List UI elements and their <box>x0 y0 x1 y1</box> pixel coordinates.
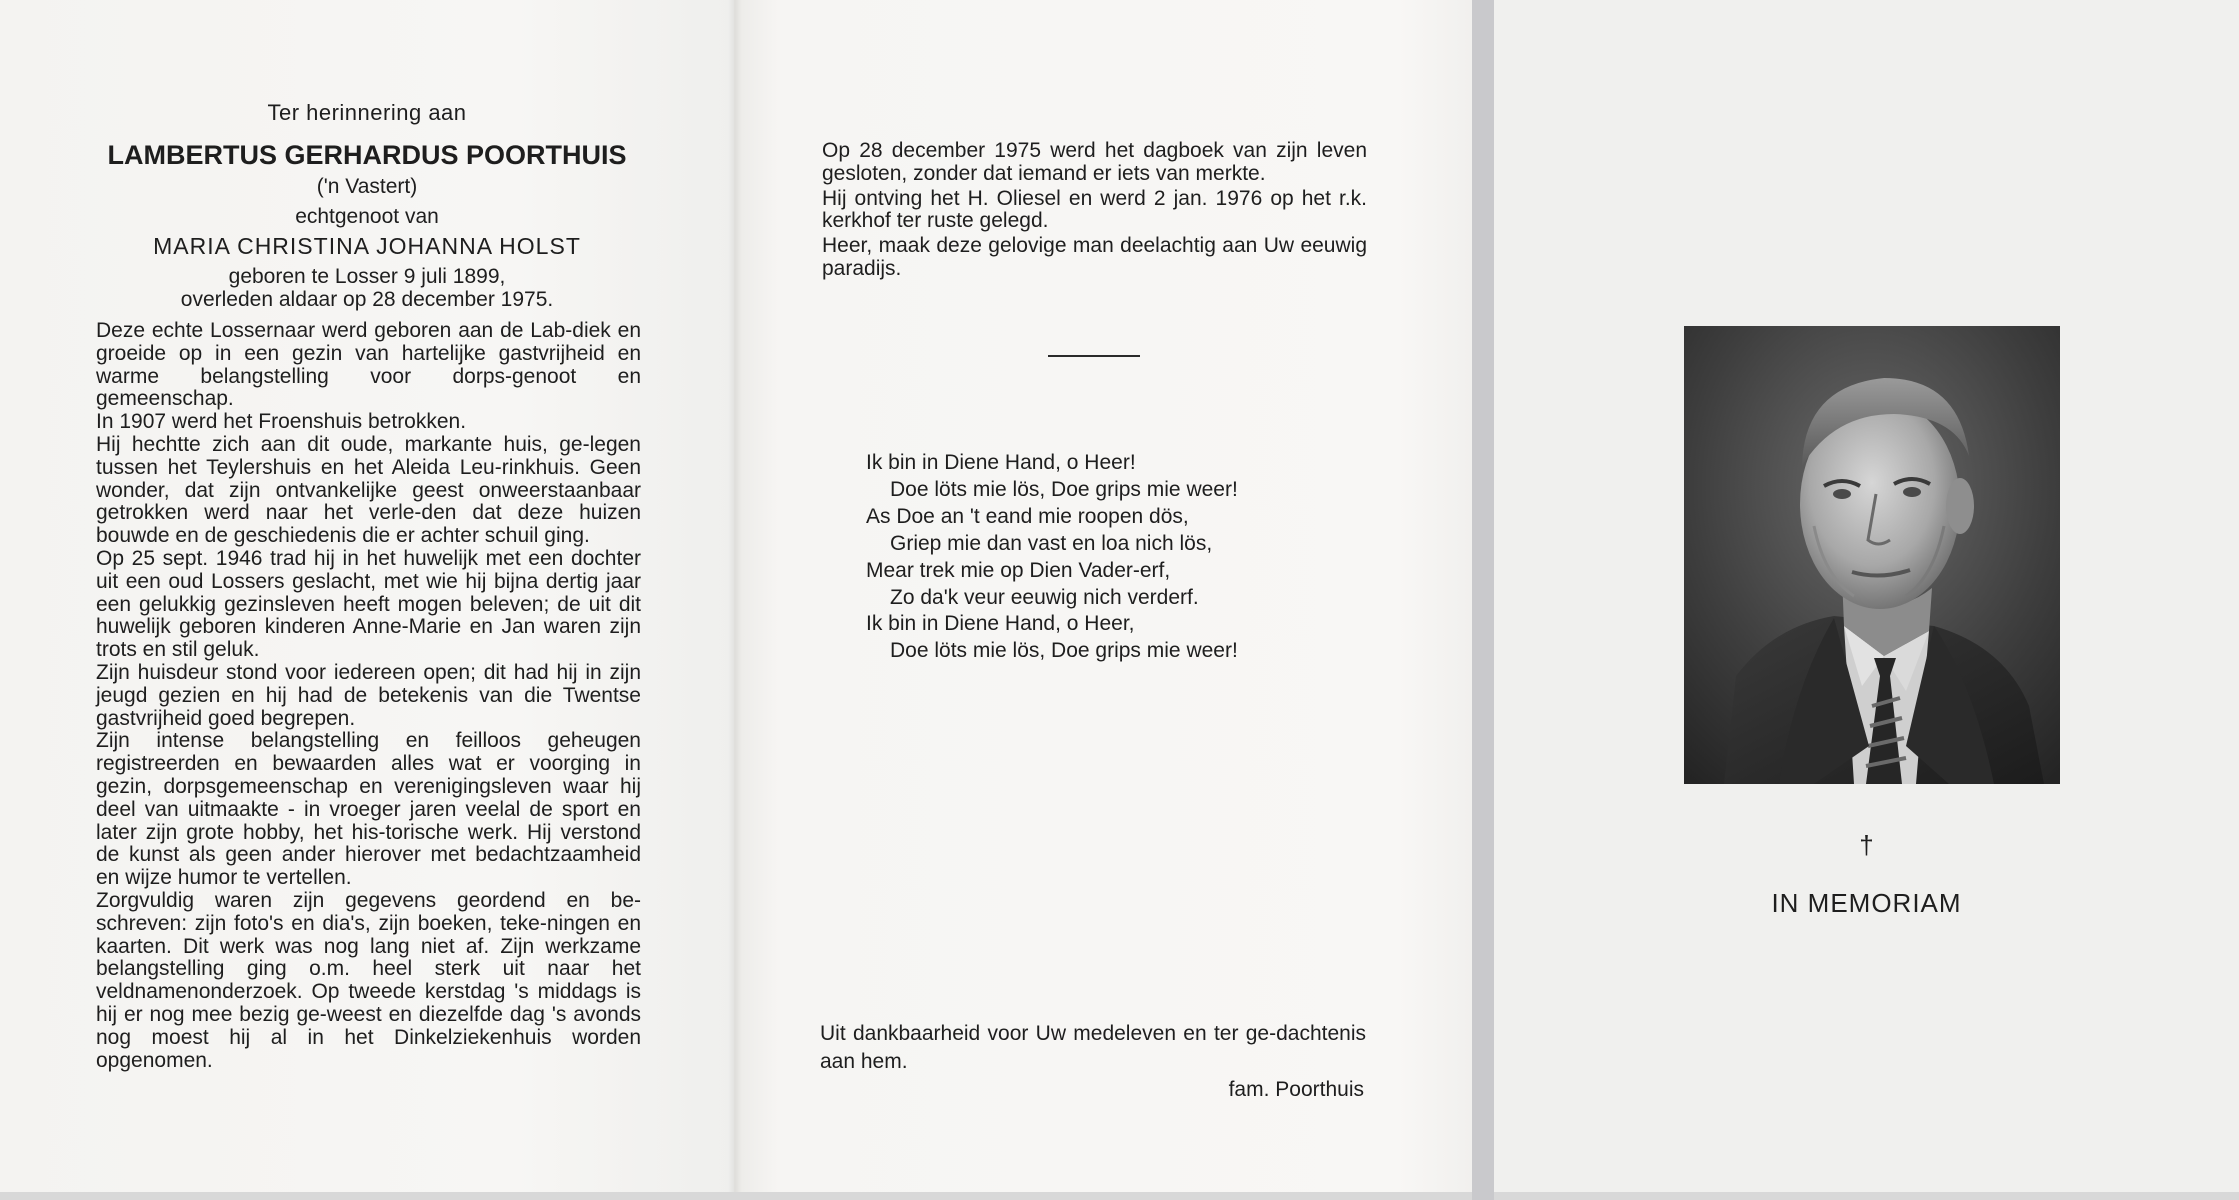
poem-line: Ik bin in Diene Hand, o Heer, <box>866 612 1135 636</box>
nickname: ('n Vastert) <box>316 175 418 198</box>
poem <box>866 450 1238 665</box>
closing-paragraph: Heer, maak deze gelovige man deelachtig aan Uw eeuwig paradijs. <box>822 234 1367 280</box>
biography-paragraph: Zijn intense belangstelling en feilloos geheugen registreerden en bewaarden alles wat er voorging in gezin, dorpsgemeenschap en verenigingsleven waar hij deel van uitmaakte - in vroeger jaren veelal de sport en later zijn grote hobby, het his-torische werk. Hij verstond de kunst als geen ander hierover met bedachtzaamheid en wijze humor te vertellen. <box>96 729 641 890</box>
poem-line: Doe löts mie lös, Doe grips mie weer! <box>890 477 1238 501</box>
biography <box>96 320 641 1072</box>
poem-line: Mear trek mie op Dien Vader-erf, <box>866 558 1171 582</box>
poem-line: Doe löts mie lös, Doe grips mie weer! <box>890 639 1238 663</box>
birth-text: geboren te Losser 9 juli 1899, <box>228 265 506 288</box>
biography-paragraph: Zorgvuldig waren zijn gegevens geordend en be-schreven: zijn foto's en dia's, zijn boeken, teke-ningen en kaarten. Dit werk was nog lang niet af. Zijn werkzame belangstelling ging o.m. heel sterk uit naar het veldnamenonderzoek. Op tweede kerstdag 's middags is hij er nog mee bezig ge-weest en diezelfde dag 's avonds nog moest hij al in het Dinkelziekenhuis worden opgenomen. <box>96 888 641 1072</box>
spouse-name: MARIA CHRISTINA JOHANNA HOLST <box>153 233 581 259</box>
family-signature: fam. Poorthuis <box>1228 1078 1364 1101</box>
portrait-photo <box>1684 326 2060 784</box>
poem-line: Zo da'k veur eeuwig nich verderf. <box>890 585 1199 609</box>
poem-line: As Doe an 't eand mie roopen dös, <box>866 504 1189 528</box>
biography-paragraph: Op 25 sept. 1946 trad hij in het huwelijk met een dochter uit een oud Lossers geslacht, met wie hij bijna dertig jaar een gelukkig gezinsleven heeft mogen beleven; de uit dit huwelijk geboren kinderen Anne-Marie en Jan waren zijn trots en stil geluk. <box>96 546 641 662</box>
death-text: overleden aldaar op 28 december 1975. <box>180 288 554 311</box>
scan-gap <box>1472 0 1494 1200</box>
closing-paragraph: Hij ontving het H. Oliesel en werd 2 jan. 1976 op het r.k. kerkhof ter ruste gelegd. <box>822 186 1367 233</box>
fold-shadow <box>728 0 742 1192</box>
relation-text: echtgenoot van <box>295 205 439 228</box>
biography-paragraph: In 1907 werd het Froenshuis betrokken. <box>96 410 467 434</box>
in-memoriam-title: IN MEMORIAM <box>1771 888 1962 918</box>
biography-paragraph: Hij hechtte zich aan dit oude, markante huis, ge-legen tussen het Teylershuis en het Aleida Leu-rinkhuis. Geen wonder, dat zijn ontvankelijke geest onweerstaanbaar getrokken werd naar het verle-den dat deze huizen bouwde en de geschiedenis die er achter schuil ging. <box>96 432 641 548</box>
divider-rule <box>1048 355 1140 357</box>
deceased-name: LAMBERTUS GERHARDUS POORTHUIS <box>107 140 627 170</box>
biography-paragraph: Deze echte Lossernaar werd geboren aan de Lab-diek en groeide op in een gezin van hartelijke gastvrijheid en warme belangstelling voor dorps-genoot en gemeenschap. <box>96 319 641 411</box>
poem-line: Griep mie dan vast en loa nich lös, <box>890 531 1213 555</box>
cross-icon: † <box>1859 830 1874 860</box>
closing-text <box>822 140 1367 283</box>
remembrance-heading: Ter herinnering aan <box>267 100 467 125</box>
biography-paragraph: Zijn huisdeur stond voor iedereen open; dit had hij in zijn jeugd gezien en hij had de betekenis van die Twentse gastvrijheid goed begrepen. <box>96 660 641 730</box>
thanks-text: Uit dankbaarheid voor Uw medeleven en ter ge-dachtenis aan hem. <box>820 1022 1366 1073</box>
poem-line: Ik bin in Diene Hand, o Heer! <box>866 451 1136 474</box>
closing-paragraph: Op 28 december 1975 werd het dagboek van zijn leven gesloten, zonder dat iemand er iets van merkte. <box>822 139 1367 185</box>
